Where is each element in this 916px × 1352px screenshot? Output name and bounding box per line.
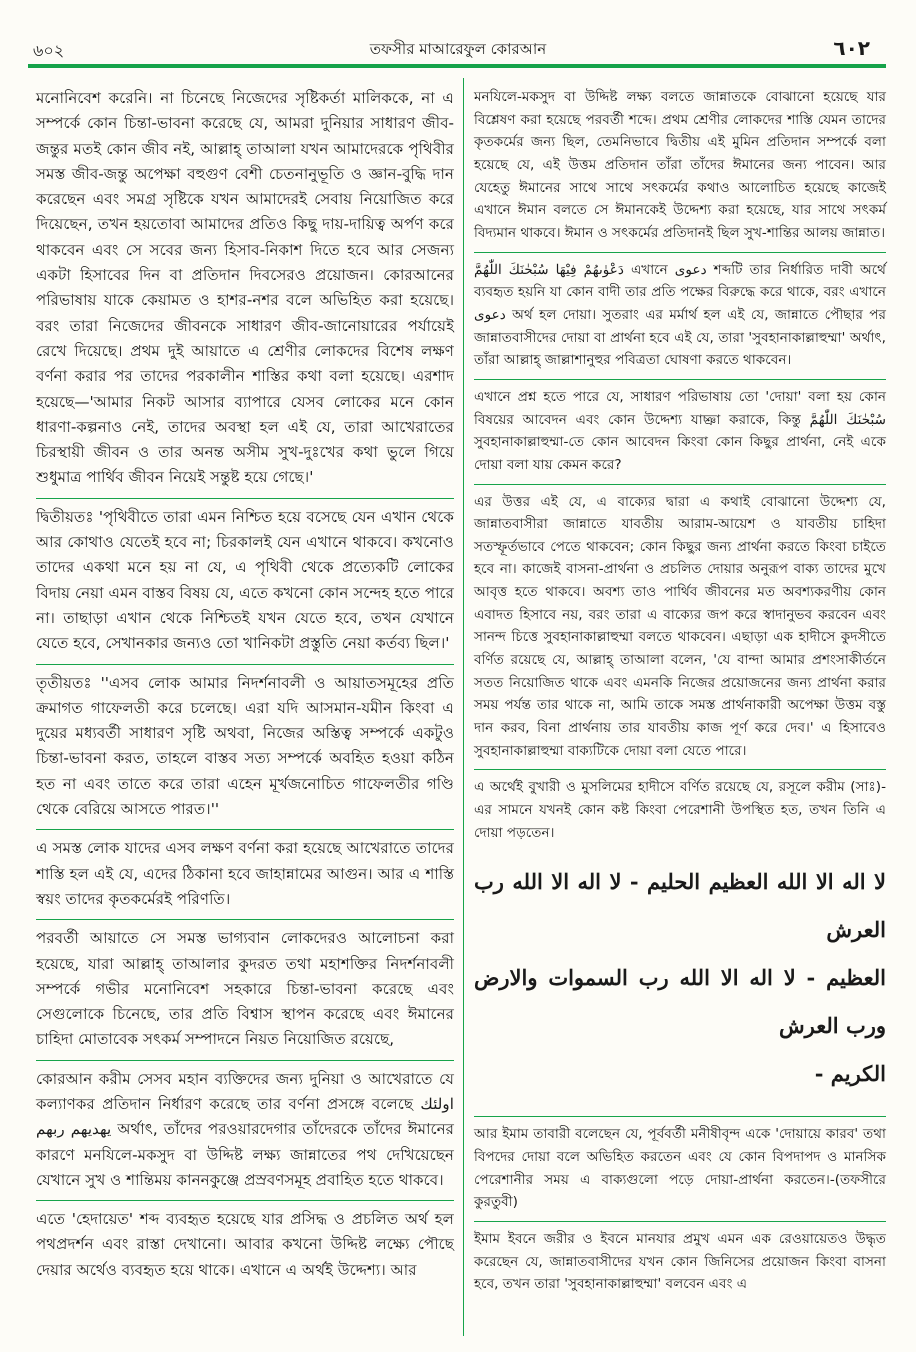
- right-column: [474, 86, 886, 1303]
- paragraph: এতে 'হেদায়েত' শব্দ ব্যবহৃত হয়েছে যার প্রসিদ্ধ ও প্রচলিত অর্থ হল পথপ্রদর্শন এবং রাস্তা দেখানো। আবার কখনো উদ্দিষ্ট লক্ষ্যে পৌছে দেয়ার অর্থেও ব্যবহৃত হয়ে থাকে। এখানে এ অর্থই উদ্দেশ্য। আর: [36, 1200, 454, 1283]
- paragraph: [36, 1060, 454, 1193]
- paragraph: দ্বিতীয়তঃ 'পৃথিবীতে তারা এমন নিশ্চিত হয়ে বসেছে যেন এখান থেকে আর কোথাও যেতেই হবে না; চিরকালই যেন এখানে থাকবে। কখনোও তাদের একথা মনে হয় না যে, এ পৃথিবী থেকে প্রত্যেকটি লোকের বিদায় নেয়া এমন বাস্তব বিষয় যে, এতে কখনো কোন সন্দেহ হতে পারে না। তাছাড়া এখান থেকে নিশ্চিতই যখন যেতে হবে, তখন যেখানে যেতে হবে, সেখানকার জন্যও তো খানিকটা প্রস্তুতি নেয়া কর্তব্য ছিল।': [36, 498, 454, 657]
- paragraph-text: অর্থ হল দোয়া। সুতরাং এর মর্মার্থ হল এই যে, জান্নাতে পৌছার পর জান্নাতবাসীদের দোয়া বা প্রার্থনা হবে এই যে, তারা 'সুবহানাকাল্লাহুম্মা' অর্থাৎ, তাঁরা আল্লাহ্‌ জাল্লাশানুহুর পবিত্রতা ঘোষণা করতে থাকবেন।: [474, 306, 886, 369]
- dua-line: الكريم -: [814, 1061, 886, 1087]
- arabic-quote: اولئك: [420, 1094, 454, 1113]
- paragraph: এর উত্তর এই যে, এ বাক্যের দ্বারা এ কথাই বোঝানো উদ্দেশ্য যে, জান্নাতবাসীরা জান্নাতে যাবতীয় আরাম-আয়েশ ও যাবতীয় চাহিদা সতস্ফূর্তভাবে পেতে থাকবেন; কোন কিছুর জন্য প্রার্থনা করতে কিংবা চাইতে হবে না। কাজেই বাসনা-প্রার্থনা ও প্রচলিত দোয়ার অনুরূপ বাক্য তাদের মুখে আবৃত্ত হতে থাকবে। অবশ্য তাও পার্থিব জীবনের মত অবশ্যকরণীয় কোন এবাদত হিসাবে নয়, বরং তারা এ বাক্যের জপ করে স্বাদানুভব করবেন এবং সানন্দ চিত্তে সুবহানাকাল্লাহুম্মা বলতে থাকবেন। এছাড়া এক হাদীসে কুদসীতে বর্ণিত রয়েছে যে, আল্লাহ্‌ তাআলা বলেন, 'যে বান্দা আমার প্রশংসাকীর্তনে সতত নিয়োজিত থাকে এবং এমনকি নিজের প্রয়োজনের জন্য প্রার্থনা করার সময় পর্যন্ত তার থাকে না, আমি তাকে সমস্ত প্রার্থনাকারী অপেক্ষা উত্তম বস্তু দান করব, বিনা প্রার্থনায় তার যাবতীয় কাজ পূর্ণ করে দেব।' এ হিসাবেও সুবহানাকাল্লাহুম্মা বাক্যটিকে দোয়া বলা যেতে পারে।: [474, 484, 886, 763]
- paragraph-text: সুবহানাকাল্লাহুম্মা-তে কোন আবেদন কিংবা কোন কিছুর প্রার্থনা, নেই একে দোয়া বলা যায় কেমন করে?: [474, 434, 886, 473]
- dua-line: العظيم - لا اله الا الله رب السموات والارض ورب العرش: [474, 965, 886, 1039]
- paragraph-text: কোরআন করীম সেসব মহান ব্যক্তিদের জন্য দুনিয়া ও আখেরাতে যে কল্যাণকর প্রতিদান নির্ধারণ করেছে তার বর্ণনা প্রসঙ্গে বলেছে: [36, 1069, 454, 1113]
- arabic-word: دعوى: [474, 306, 506, 323]
- arabic-quote: سُبْحٰنَكَ اللّٰهُمَّ: [809, 411, 886, 428]
- running-title: তফসীর মাআরেফুল কোরআন: [369, 40, 547, 58]
- paragraph: এ সমস্ত লোক যাদের এসব লক্ষণ বর্ণনা করা হয়েছে আখেরাতে তাদের শাস্তি হল এই যে, এদের ঠিকানা হবে জাহান্নামের আগুন। আর এ শাস্তি স্বয়ং তাদের কৃতকর্মেরই পরিণতি।: [36, 829, 454, 912]
- arabic-dua: [474, 858, 886, 1098]
- paragraph: [474, 379, 886, 477]
- page-number-arabic: ٦٠٢: [833, 36, 870, 60]
- left-column: [36, 86, 454, 1290]
- header-rule: [28, 64, 886, 68]
- arabic-quote: دَعْوٰىهُمْ فِيْهَا سُبْحٰنَكَ اللّٰهُمَّ: [474, 261, 624, 278]
- paragraph: [474, 252, 886, 372]
- paragraph: তৃতীয়তঃ ''এসব লোক আমার নিদর্শনাবলী ও আয়াতসমূহের প্রতি ক্রমাগত গাফেলতী করে চলেছে। এরা যদি আসমান-যমীন কিংবা এ দুয়ের মধ্যবর্তী সাধারণ সৃষ্টি অথবা, নিজের অস্তিত্ব সম্পর্কে একটুও চিন্তা-ভাবনা করত, তাহলে বাস্তব সত্য সম্পর্কে অবহিত হওয়া কঠিন হত না এবং তাতে করে তারা এহেন মূর্খজনোচিত গাফেলতীর গণ্ডি থেকে বেরিয়ে আসতে পারত।'': [36, 664, 454, 823]
- paragraph: মনোনিবেশ করেনি। না চিনেছে নিজেদের সৃষ্টিকর্তা মালিককে, না এ সম্পর্কে কোন চিন্তা-ভাবনা করেছে যে, আমরা দুনিয়ার সাধারণ জীব-জন্তুর মতই কোন জীব নই, আল্লাহ্‌ তাআলা যখন আমাদেরকে পৃথিবীর সমস্ত জীব-জন্তু অপেক্ষা বহুগুণ বেশী চেতনানুভূতি ও জ্ঞান-বুদ্ধি দান করেছেন এবং সমগ্র সৃষ্টিকে যখন আমাদেরই সেবায় নিয়োজিত করে দিয়েছেন, তখন হয়তোবা আমাদের প্রতিও কিছু দায়-দায়িত্ব অর্পণ করে থাকবেন এবং সে সবের জন্য হিসাব-নিকাশ দিতে হবে আর সেজন্য একটা হিসাবের দিন বা প্রতিদান দিবসেরও প্রয়োজন। কোরআনের পরিভাষায় যাকে কেয়ামত ও হাশর-নশর বলে অভিহিত করা হয়েছে। বরং তারা নিজেদের জীবনকে সাধারণ জীব-জানোয়ারের পর্যায়েই রেখে দিয়েছে। প্রথম দুই আয়াতে এ শ্রেণীর লোকদের বিশেষ লক্ষণ বর্ণনা করার পর তাদের পরকালীন শাস্তির কথা বলা হয়েছে। এরশাদ হয়েছে—'আমার নিকট আসার ব্যাপারে যেসব লোকের মনে কোন ধারণা-কল্পনাও নেই, তাদের অবস্থা হল এই যে, তারা আখেরাতের চিরস্থায়ী জীবন ও তার অনন্ত অসীম সুখ-দুঃখের কথা ভুলে গিয়ে শুধুমাত্র পার্থিব জীবন নিয়েই সন্তুষ্ট হয়ে গেছে।': [36, 89, 454, 487]
- paragraph: এ অর্থেই বুখারী ও মুসলিমের হাদীসে বর্ণিত রয়েছে যে, রসূলে করীম (সাঃ)-এর সামনে যখনই কোন কষ্ট কিংবা পেরেশানী উপস্থিত হত, তখন তিনি এ দোয়া পড়তেন।: [474, 769, 886, 844]
- paragraph-text: এখানে প্রশ্ন হতে পারে যে, সাধারণ পরিভাষায় তো 'দোয়া' বলা হয় কোন বিষয়ের আবেদন এবং কোন উদ্দেশ্য যাচ্ঞা করাকে, কিন্তু: [474, 388, 886, 428]
- arabic-quote: يهديهم ربهم: [36, 1120, 112, 1139]
- paragraph-text: অর্থাৎ, তাঁদের পরওয়ারদেগার তাঁদেরকে তাঁদের ঈমানের কারণে মনযিলে-মকসুদ বা উদ্দিষ্ট লক্ষ্য জান্নাতের পথ দেখিয়েছেন যেখানে সুখ ও শান্তিময় কাননকুঞ্জে প্রস্রবণসমূহ প্রবাহিত হতে থাকবে।: [36, 1120, 454, 1189]
- column-divider: [463, 78, 464, 1336]
- arabic-word: دعوى: [674, 261, 707, 278]
- paragraph: পরবর্তী আয়াতে সে সমস্ত ভাগ্যবান লোকদেরও আলোচনা করা হয়েছে, যারা আল্লাহ্‌ তাআলার কুদরত তথা মহাশক্তির নিদর্শনাবলী সম্পর্কে গভীর মনোনিবেশ সহকারে চিন্তা-ভাবনা করেছে এবং সেগুলোকে চিনেছে, তার প্রতি বিশ্বাস স্থাপন করেছে এবং ঈমানের চাহিদা মোতাবেক সৎকর্ম সম্পাদনে নিয়ত নিয়োজিত রয়েছে,: [36, 919, 454, 1052]
- page-number-bengali: ৬০২: [33, 41, 65, 60]
- paragraph: ইমাম ইবনে জরীর ও ইবনে মানযার প্রমুখ এমন এক রেওয়ায়েতও উদ্ধৃত করেছেন যে, জান্নাতবাসীদের যখন কোন জিনিসের প্রয়োজন কিংবা বাসনা হবে, তখন তারা 'সুবহানাকাল্লাহুম্মা' বলবেন এবং এ: [474, 1221, 886, 1296]
- page-header: [0, 0, 916, 80]
- paragraph-text: এখানে: [630, 261, 668, 278]
- paragraph-text: শব্দটি তার নির্ধারিত দাবী অর্থে ব্যবহৃত হয়নি যা কোন বাদী তার প্রতি পক্ষের বিরুদ্ধে করে থাকে, বরং এখানে: [474, 261, 886, 301]
- dua-line: لا اله الا الله العظيم الحليم - لا اله الا الله رب العرش: [474, 869, 886, 943]
- paragraph: মনযিলে-মকসুদ বা উদ্দিষ্ট লক্ষ্য বলতে জান্নাতকে বোঝানো হয়েছে যার বিশ্লেষণ করা হয়েছে পরবর্তী শব্দে। প্রথম শ্রেণীর লোকদের শাস্তি যেমন তাদের কৃতকর্মের জন্য ছিল, তেমনিভাবে দ্বিতীয় এই মুমিন প্রতিদান সম্পর্কে বলা হয়েছে যে, এই উত্তম প্রতিদান তাঁরা তাঁদের ঈমানের জন্য পাবেন। আর যেহেতু ঈমানের সাথে সাথে সৎকর্মের কথাও আলোচিত হয়েছে কাজেই এখানে ঈমান বলতে সে ঈমানকেই উদ্দেশ্য করা হয়েছে, যার সাথে সৎকর্ম বিদ্যমান থাকবে। ঈমান ও সৎকর্মের প্রতিদানই ছিল সুখ-শান্তির আলয় জান্নাত।: [474, 89, 886, 241]
- paragraph: আর ইমাম তাবারী বলেছেন যে, পূর্ববর্তী মনীষীবৃন্দ একে 'দোয়ায়ে কারব' তথা বিপদের দোয়া বলে অভিহিত করতেন এবং যে কোন বিপদাপদ ও মানসিক পেরেশানীর সময় এ বাক্যগুলো পড়ে দোয়া-প্রার্থনা করতেন।-(তফসীরে কুরতুবী): [474, 1116, 886, 1214]
